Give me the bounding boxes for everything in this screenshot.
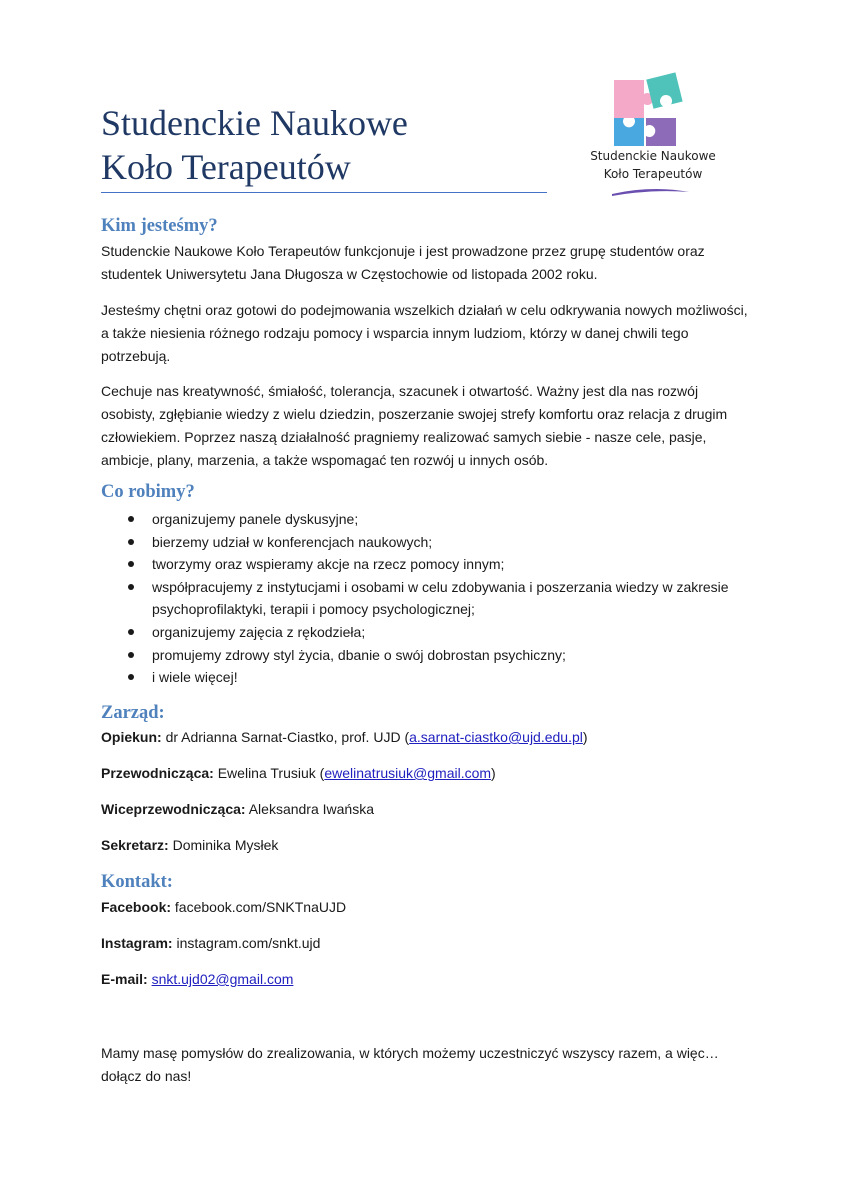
list-item: i wiele więcej! bbox=[101, 666, 761, 689]
activities-heading: Co robimy? bbox=[101, 482, 195, 502]
secretary-label: Sekretarz: bbox=[101, 837, 169, 853]
bullet-icon bbox=[128, 561, 134, 567]
about-heading: Kim jesteśmy? bbox=[101, 216, 218, 236]
list-item: organizujemy panele dyskusyjne; bbox=[101, 508, 761, 531]
about-paragraph-3: Cechuje nas kreatywność, śmiałość, tolerancja, szacunek i otwartość. Ważny jest dla nas rozwój osobisty, zgłębianie wiedzy z wielu dziedzin, poszerzanie swojej strefy komfortu oraz relacja z drugim człowiekiem. Poprzez naszą działalność pragniemy realizować samych siebie - nasze cele, pasje, ambicje, plany, marzenia, a także wspomagać ten rozwój u innych osób. bbox=[101, 383, 728, 468]
bullet-icon bbox=[128, 674, 134, 680]
logo-text-line-1: Studenckie Naukowe bbox=[590, 149, 716, 163]
about-paragraph-2: Jesteśmy chętni oraz gotowi do podejmowania wszelkich działań w celu odkrywania nowych możliwości, a także niesienia różnego rodzaju pomocy i wsparcia innym ludziom, którzy w danej chwili tego potrzebują. bbox=[101, 302, 748, 364]
secretary-line bbox=[101, 835, 278, 855]
title-line-1: Studenckie Naukowe bbox=[101, 103, 408, 143]
about-paragraph-1: Studenckie Naukowe Koło Terapeutów funkcjonuje i jest prowadzone przez grupę studentów oraz studentek Uniwersytetu Jana Długosza w Częstochowie od listopada 2002 roku. bbox=[101, 243, 705, 282]
puzzle-piece-blue bbox=[614, 118, 644, 146]
list-item: tworzymy oraz wspieramy akcje na rzecz pomocy innym; bbox=[101, 553, 761, 576]
chair-name: Ewelina Trusiuk bbox=[217, 765, 316, 781]
club-logo bbox=[578, 68, 728, 200]
puzzle-piece-teal bbox=[646, 72, 682, 108]
chair-email-link[interactable]: ewelinatrusiuk@gmail.com bbox=[324, 765, 492, 781]
supervisor-email-link[interactable]: a.sarnat-ciastko@ujd.edu.pl bbox=[409, 729, 583, 745]
logo-text-line-2: Koło Terapeutów bbox=[603, 167, 703, 181]
supervisor-line: Opiekun: dr Adrianna Sarnat-Ciastko, prof. UJD (a.sarnat-ciastko@ujd.edu.pl) bbox=[101, 729, 588, 745]
secretary-name: Dominika Mysłek bbox=[172, 837, 279, 853]
bullet-icon bbox=[128, 584, 134, 590]
list-item: organizujemy zajęcia z rękodzieła; bbox=[101, 621, 761, 644]
instagram-line bbox=[101, 933, 320, 953]
supervisor-name: dr Adrianna Sarnat-Ciastko, prof. UJD bbox=[165, 729, 401, 745]
contact-heading: Kontakt: bbox=[101, 872, 173, 892]
puzzle-piece-pink bbox=[614, 80, 653, 118]
facebook-line bbox=[101, 897, 346, 917]
activities-list bbox=[101, 508, 761, 689]
list-item: współpracujemy z instytucjami i osobami w celu zdobywania i poszerzania wiedzy w zakresie psychoprofilaktyki, terapii i pomocy psychologicznej; bbox=[101, 576, 761, 621]
facebook-label: Facebook: bbox=[101, 899, 172, 915]
vice-line bbox=[101, 799, 374, 819]
vice-name: Aleksandra Iwańska bbox=[248, 801, 375, 817]
email-line bbox=[101, 969, 293, 989]
chair-label: Przewodnicząca: bbox=[101, 765, 214, 781]
list-item: promujemy zdrowy styl życia, dbanie o swój dobrostan psychiczny; bbox=[101, 644, 761, 667]
bullet-icon bbox=[128, 629, 134, 635]
brush-stroke bbox=[612, 189, 689, 196]
email-label: E-mail: bbox=[101, 971, 148, 987]
instagram-value: instagram.com/snkt.ujd bbox=[176, 935, 321, 951]
page-title bbox=[101, 101, 408, 189]
chair-line: Przewodnicząca: Ewelina Trusiuk (ewelinatrusiuk@gmail.com) bbox=[101, 765, 496, 781]
bullet-icon bbox=[128, 539, 134, 545]
title-line-2: Koło Terapeutów bbox=[101, 147, 351, 187]
vice-label: Wiceprzewodnicząca: bbox=[101, 801, 246, 817]
facebook-value: facebook.com/SNKTnaUJD bbox=[174, 899, 347, 915]
bullet-icon bbox=[128, 516, 134, 522]
instagram-label: Instagram: bbox=[101, 935, 173, 951]
closing-text: Mamy masę pomysłów do zrealizowania, w których możemy uczestniczyć wszyscy razem, a więc… dołącz do nas! bbox=[101, 1045, 719, 1084]
puzzle-piece-purple bbox=[646, 118, 676, 146]
contact-email-link[interactable]: snkt.ujd02@gmail.com bbox=[151, 971, 294, 987]
bullet-icon bbox=[128, 652, 134, 658]
title-divider bbox=[101, 192, 547, 193]
supervisor-label: Opiekun: bbox=[101, 729, 162, 745]
list-item: bierzemy udział w konferencjach naukowych; bbox=[101, 531, 761, 554]
board-heading: Zarząd: bbox=[101, 703, 165, 723]
